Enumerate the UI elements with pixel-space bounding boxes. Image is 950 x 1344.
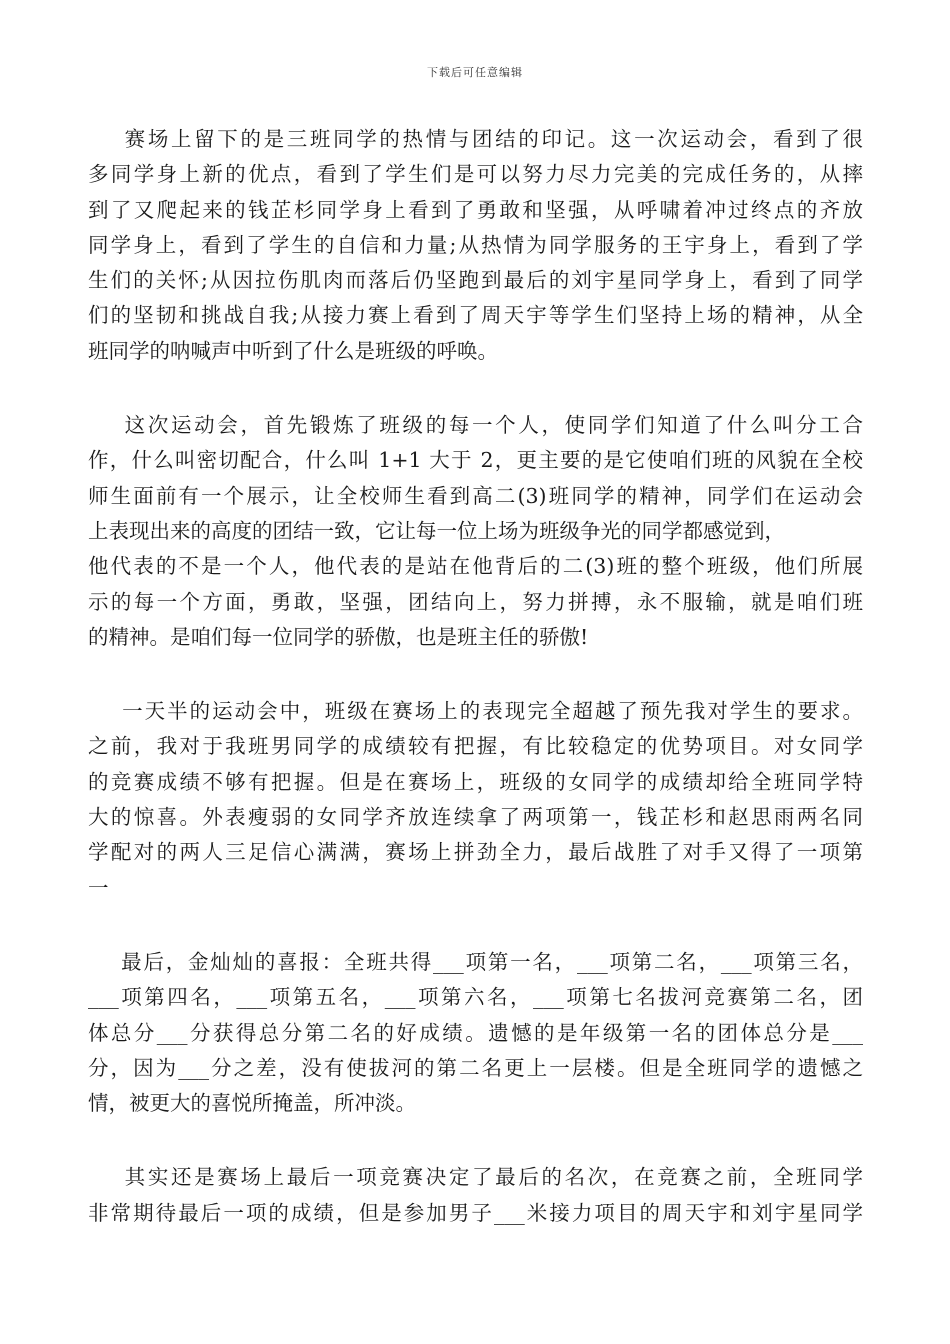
text-line: 最后，金灿灿的喜报：全班共得___项第一名，___项第二名，___项第三名， (88, 949, 863, 974)
text-line: 之前，我对于我班男同学的成绩较有把握，有比较稳定的优势项目。对女同学 (88, 734, 863, 759)
text-line: 班同学的呐喊声中听到了什么是班级的呼唤。 (88, 338, 498, 363)
text-line: 一天半的运动会中，班级在赛场上的表现完全超越了预先我对学生的要求。 (88, 699, 863, 724)
paragraph-3 (88, 694, 863, 906)
text-line: 多同学身上新的优点，看到了学生们是可以努力尽力完美的完成任务的，从摔 (88, 162, 863, 187)
text-line: 分，因为___分之差，没有使拔河的第二名更上一层楼。但是全班同学的遗憾之 (88, 1055, 863, 1080)
text-line: 的竞赛成绩不够有把握。但是在赛场上，班级的女同学的成绩却给全班同学特 (88, 769, 863, 794)
text-line: 上表现出来的高度的团结一致，它让每一位上场为班级争光的同学都感觉到， (88, 518, 785, 543)
text-line: 赛场上留下的是三班同学的热情与团结的印记。这一次运动会，看到了很 (88, 127, 863, 151)
text-line: 们的坚韧和挑战自我;从接力赛上看到了周天宇等学生们坚持上场的精神，从全 (88, 303, 863, 328)
text-line: 示的每一个方面，勇敢，坚强，团结向上，努力拼搏，永不服输，就是咱们班 (88, 589, 863, 614)
document-body (88, 122, 863, 1270)
text-line: 师生面前有一个展示，让全校师生看到高二(3)班同学的精神，同学们在运动会 (88, 483, 863, 508)
paragraph-5 (88, 1160, 863, 1231)
text-line: 同学身上，看到了学生的自信和力量;从热情为同学服务的王宇身上，看到了学 (88, 232, 863, 257)
text-line: 作，什么叫密切配合，什么叫 1+1 大于 2，更主要的是它使咱们班的风貌在全校 (88, 448, 863, 473)
text-line: 生们的关怀;从因拉伤肌肉而落后仍坚跑到最后的刘宇星同学身上，看到了同学 (88, 268, 863, 293)
page-header-note: 下载后可任意编辑 (427, 66, 523, 79)
text-line: 体总分___分获得总分第二名的好成绩。遗憾的是年级第一名的团体总分是___ (88, 1020, 863, 1045)
text-line: 学配对的两人三足信心满满，赛场上拼劲全力，最后战胜了对手又得了一项第 (88, 840, 863, 865)
text-line: 他代表的不是一个人，他代表的是站在他背后的二(3)班的整个班级，他们所展 (88, 554, 863, 579)
text-line: 情，被更大的喜悦所掩盖，所冲淡。 (88, 1091, 416, 1116)
text-line: 非常期待最后一项的成绩，但是参加男子___米接力项目的周天宇和刘宇星同学 (88, 1200, 863, 1225)
text-line: 一 (88, 875, 109, 900)
text-line: 这次运动会，首先锻炼了班级的每一个人，使同学们知道了什么叫分工合 (88, 413, 863, 438)
text-line: 的精神。是咱们每一位同学的骄傲，也是班主任的骄傲! (88, 624, 589, 649)
paragraph-2 (88, 408, 863, 655)
paragraph-4 (88, 945, 863, 1121)
text-line: 大的惊喜。外表瘦弱的女同学齐放连续拿了两项第一，钱芷杉和赵思雨两名同 (88, 805, 863, 830)
text-line: 其实还是赛场上最后一项竞赛决定了最后的名次，在竞赛之前，全班同学 (88, 1165, 863, 1190)
text-line: ___项第四名，___项第五名，___项第六名，___项第七名拔河竞赛第二名，团 (88, 985, 863, 1010)
text-line: 到了又爬起来的钱芷杉同学身上看到了勇敢和坚强，从呼啸着冲过终点的齐放 (88, 197, 863, 222)
paragraph-1 (88, 122, 863, 369)
